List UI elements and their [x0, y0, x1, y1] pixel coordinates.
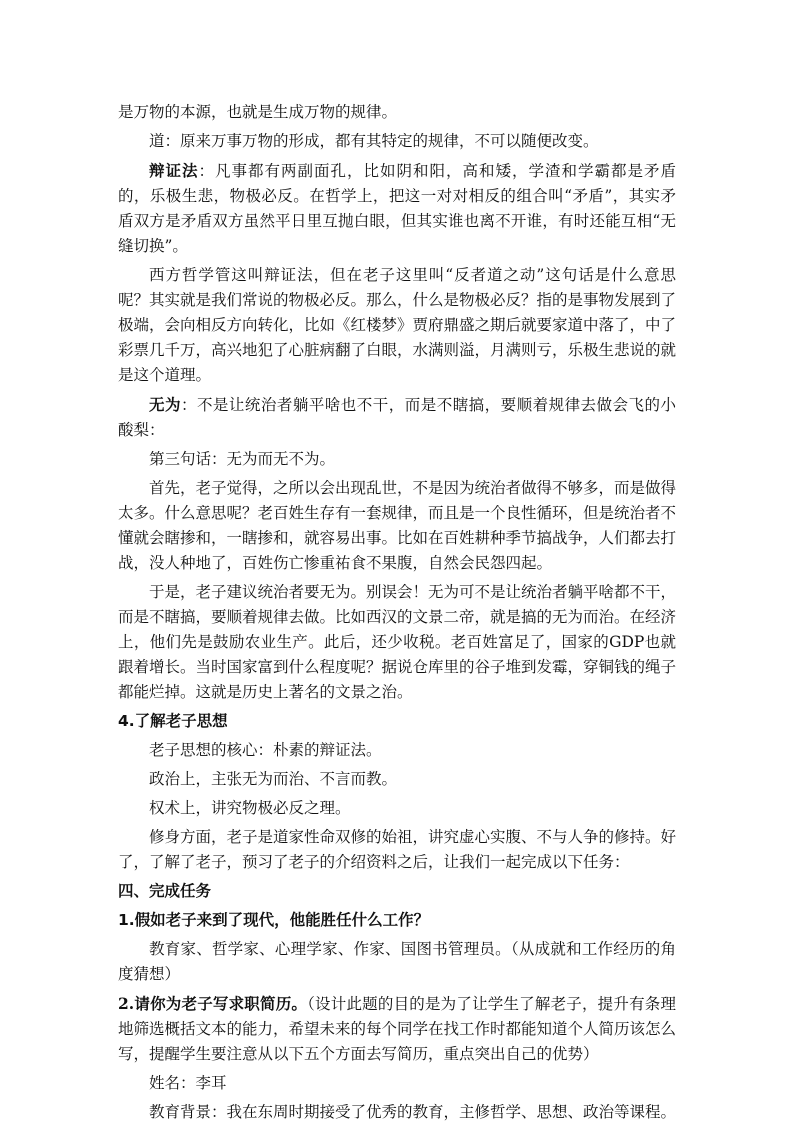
- term-dialectics: 辩证法: [149, 161, 199, 180]
- definition-text: ：凡事都有两副面孔，比如阴和阳，高和矮，学渣和学霸都是矛盾的，乐极生悲，物极必反。在哲学上，把这一对对相反的组合叫“矛盾”，其实矛盾双方是矛盾双方虽然平日里互抛白眼，但其实谁也离不开谁，有时还能互相“无缝切换”。: [118, 162, 676, 255]
- document-body: [118, 100, 676, 1129]
- section-heading: 四、完成任务: [118, 882, 212, 900]
- paragraph: 修身方面，老子是道家性命双修的始祖，讲究虚心实腹、不与人争的修持。好了，了解了老子，预习了老子的介绍资料之后，让我们一起完成以下任务：: [118, 828, 677, 871]
- definition-text: ：不是让统治者躺平啥也不干，而是不瞎搞，要顺着规律去做会飞的小酸梨：: [118, 396, 676, 439]
- paragraph: 道：原来万事万物的形成，都有其特定的规律，不可以随便改变。: [149, 132, 599, 150]
- task-heading: 1.假如老子来到了现代，他能胜任什么工作？: [118, 911, 430, 929]
- task-heading: 2.请你为老子写求职简历。: [118, 994, 308, 1013]
- paragraph: 于是，老子建议统治者要无为。别误会！无为可不是让统治者躺平啥都不干，而是不瞎搞，要顺着规律去做。比如西汉的文景二帝，就是搞的无为而治。在经济上，他们先是鼓励农业生产。此后，还少收税。老百姓富足了，国家的GDP也就跟着增长。当时国家富到什么程度呢？据说仓库里的谷子堆到发霉，穿铜钱的绳子都能烂掉。这就是历史上著名的文景之治。: [118, 583, 677, 701]
- task-paragraph: [118, 991, 676, 1067]
- term-wuwei: 无为: [149, 395, 181, 414]
- paragraph: 教育背景：我在东周时期接受了优秀的教育，主修哲学、思想、政治等课程。: [149, 1103, 677, 1121]
- paragraph: 西方哲学管这叫辩证法，但在老子这里叫“反者道之动”这句话是什么意思呢？其实就是我们常说的物极必反。那么，什么是物极必反？指的是事物发展到了极端，会向相反方向转化，比如《红楼梦》贾府鼎盛之期后就要家道中落了，中了彩票几千万，高兴地犯了心脏病翻了白眼，水满则溢，月满则亏，乐极生悲说的就是这个道理。: [118, 266, 677, 384]
- paragraph: 首先，老子觉得，之所以会出现乱世，不是因为统治者做得不够多，而是做得太多。什么意思呢？老百姓生存有一套规律，而且是一个良性循环，但是统治者不懂就会瞎掺和，一瞎掺和，就容易出事。比如在百姓耕种季节搞战争，人们都去打战，没人种地了，百姓伤亡惨重祐食不果腹，自然会民怨四起。: [118, 479, 677, 572]
- paragraph: 老子思想的核心：朴素的辩证法。: [149, 741, 382, 759]
- paragraph-wuwei: [118, 392, 676, 443]
- paragraph: 是万物的本源，也就是生成万物的规律。: [118, 103, 398, 121]
- paragraph: 政治上，主张无为而治、不言而教。: [149, 770, 398, 788]
- section-heading: 4.了解老子思想: [118, 712, 228, 730]
- paragraph-dialectics: [118, 158, 676, 259]
- paragraph: 教育家、哲学家、心理学家、作家、国图书管理员。（从成就和工作经历的角度猜想）: [118, 940, 676, 983]
- task-note: （设计此题的目的是为了让学生了解老子，提升有条理地筛选概括文本的能力，希望未来的每个同学在找工作时都能知道个人简历该怎么写，提醒学生要注意从以下五个方面去写简历，重点突出自己的优势）: [118, 995, 677, 1063]
- paragraph: 第三句话：无为而无不为。: [149, 450, 336, 468]
- paragraph: 姓名：李耳: [149, 1074, 227, 1092]
- paragraph: 权术上，讲究物极必反之理。: [149, 799, 351, 817]
